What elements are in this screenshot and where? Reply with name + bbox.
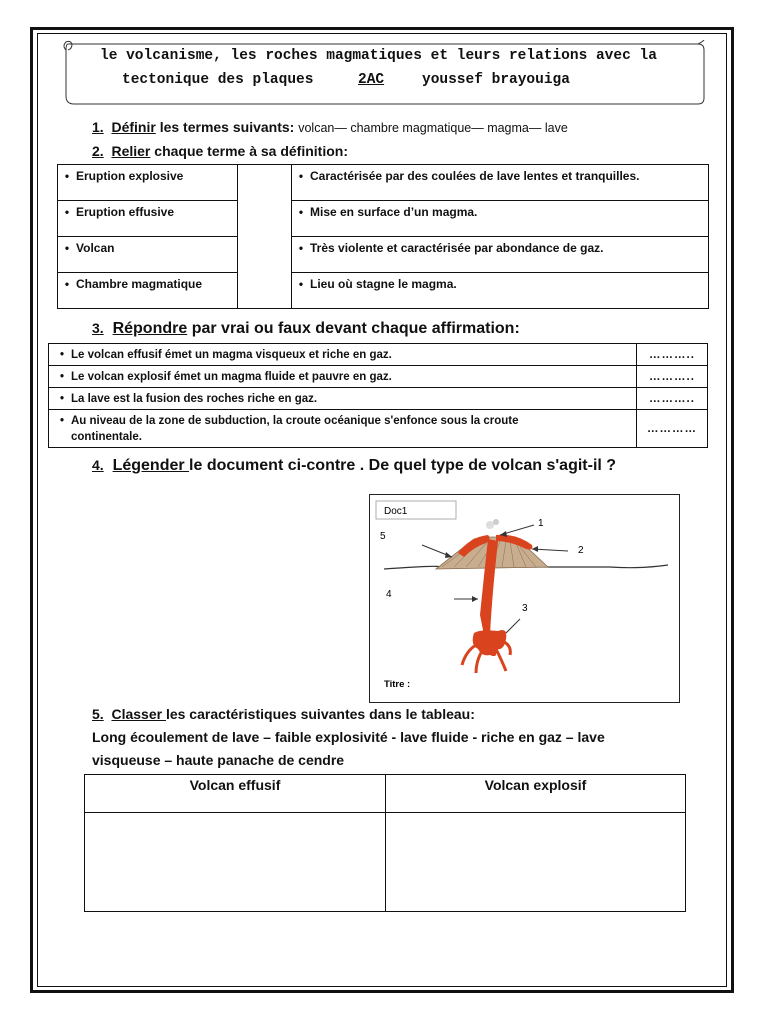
table-row xyxy=(85,813,686,912)
doc-title-label: Titre : xyxy=(384,679,411,690)
q1-terms: volcan— chambre magmatique— magma— lave xyxy=(298,121,568,135)
answer-field[interactable]: ……….. xyxy=(637,388,708,410)
table-row: • Le volcan effusif émet un magma visqueux et riche en gaz. ……….. xyxy=(49,344,708,366)
table-row: • Eruption explosive • Caractérisée par des coulées de lave lentes et tranquilles. xyxy=(58,165,709,201)
callout-1: 1 xyxy=(538,518,544,529)
author-name: youssef brayouiga xyxy=(422,72,570,88)
true-false-table xyxy=(48,343,708,448)
col-header-explosif: Volcan explosif xyxy=(386,775,686,813)
q5-items-line1: Long écoulement de lave – faible explosivité - lave fluide - riche en gaz – lave xyxy=(92,729,605,745)
table-row: • Au niveau de la zone de subduction, la croute océanique s'enfonce sous la croute continentale. ………… xyxy=(49,410,708,448)
q1-verb: Définir xyxy=(111,119,156,135)
page-title-line2: tectonique des plaques xyxy=(122,72,314,88)
question-2: 2. Relier chaque terme à sa définition: xyxy=(92,143,348,159)
table-row: • Le volcan explosif émet un magma fluide et pauvre en gaz. ……….. xyxy=(49,366,708,388)
callout-2: 2 xyxy=(578,545,584,556)
callout-4: 4 xyxy=(386,589,392,600)
matching-table xyxy=(57,164,709,309)
question-5: 5. Classer les caractéristiques suivantes dans le tableau: xyxy=(92,706,475,722)
q5-items-line2: visqueuse – haute panache de cendre xyxy=(92,752,345,768)
question-4: 4. Légender le document ci-contre . De quel type de volcan s'agit-il ? xyxy=(92,457,617,474)
page-title-line1: le volcanisme, les roches magmatiques et leurs relations avec la xyxy=(100,48,657,64)
explosif-answer-cell[interactable] xyxy=(386,813,686,912)
question-3: 3. Répondre par vrai ou faux devant chaque affirmation: xyxy=(92,320,520,337)
volcano-document xyxy=(369,494,680,703)
table-row: • Volcan • Très violente et caractérisée par abondance de gaz. xyxy=(58,237,709,273)
callout-3: 3 xyxy=(522,603,528,614)
answer-field[interactable]: ……….. xyxy=(637,344,708,366)
col-header-effusif: Volcan effusif xyxy=(85,775,386,813)
classification-table xyxy=(84,774,686,912)
table-row: • La lave est la fusion des roches riche en gaz. ……….. xyxy=(49,388,708,410)
answer-field[interactable]: ……….. xyxy=(637,366,708,388)
table-row xyxy=(85,775,686,813)
volcano-diagram xyxy=(370,495,679,702)
question-1: 1. Définir les termes suivants: volcan— chambre magmatique— magma— lave xyxy=(92,119,568,135)
doc-label: Doc1 xyxy=(384,506,408,517)
class-level: 2AC xyxy=(358,72,385,88)
linking-column[interactable] xyxy=(238,165,292,309)
effusif-answer-cell[interactable] xyxy=(85,813,386,912)
table-row: • Chambre magmatique • Lieu où stagne le magma. xyxy=(58,273,709,309)
callout-5: 5 xyxy=(380,531,386,542)
answer-field[interactable]: ………… xyxy=(637,410,708,448)
table-row: • Eruption effusive • Mise en surface d’un magma. xyxy=(58,201,709,237)
